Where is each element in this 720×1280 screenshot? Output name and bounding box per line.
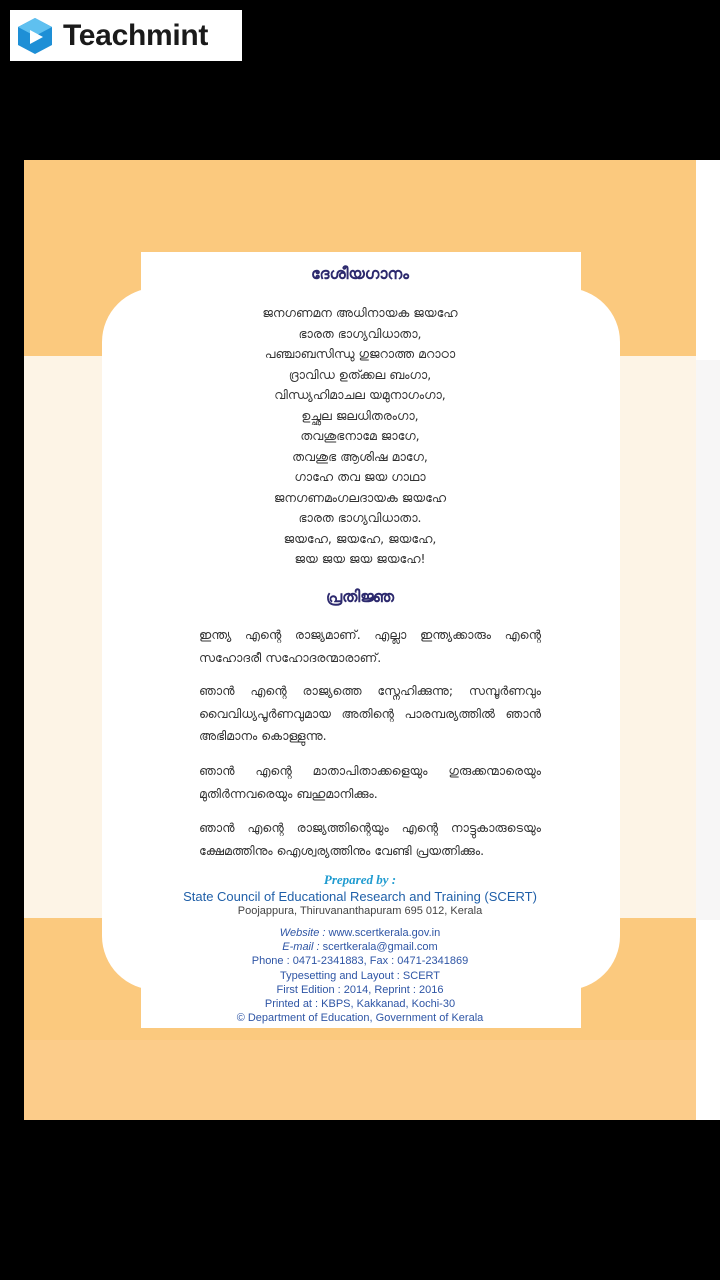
anthem-lines <box>24 303 696 570</box>
anthem-line: ജനഗണമംഗലദായക ജയഹേ <box>273 489 447 505</box>
printed-line: Printed at : KBPS, Kakkanad, Kochi-30 <box>264 997 456 1010</box>
anthem-line: ജയഹേ, ജയഹേ, ജയഹേ, <box>283 530 437 546</box>
pledge-paragraph: ഞാൻ എന്റെ രാജ്യത്തിന്റെയും എന്റെ നാട്ടുകാരുടെയും ക്ഷേമത്തിനും ഐശ്വര്യത്തിനും വേണ്ടി പ്രയത്നിക്കും. <box>199 820 541 858</box>
typesetting-line: Typesetting and Layout : SCERT <box>280 969 440 982</box>
organization-address: Poojappura, Thiruvananthapuram 695 012, Kerala <box>237 905 483 917</box>
prepared-by-label: Prepared by : <box>323 872 397 887</box>
anthem-line: ഉച്ഛല ജലധിതരംഗാ, <box>301 407 419 423</box>
anthem-line: ജനഗണമന അധിനായക ജയഹേ <box>262 305 458 320</box>
pledge-paragraph: ഞാൻ എന്റെ മാതാപിതാക്കളെയും ഗുരുക്കന്മാരെയും മുതിർന്നവരെയും ബഹുമാനിക്കും. <box>199 763 541 801</box>
imprint-info <box>24 926 696 1025</box>
anthem-line: പഞ്ചാബസിന്ധു ഗുജറാത്ത മറാഠാ <box>264 346 456 361</box>
anthem-line: ഗാഹേ തവ ജയ ഗാഥാ <box>294 469 426 484</box>
edition-line: First Edition : 2014, Reprint : 2016 <box>276 983 444 996</box>
email-label: E-mail : <box>282 941 320 954</box>
email-link[interactable]: scertkerala@gmail.com <box>322 941 438 954</box>
right-edge-strip <box>696 160 720 1120</box>
anthem-line: തവശുഭ ആശിഷ മാഗേ, <box>292 448 428 464</box>
website-link[interactable]: www.scertkerala.gov.in <box>328 927 441 939</box>
document-content <box>24 160 696 1120</box>
brand-name: Teachmint <box>63 18 209 52</box>
organization-name: State Council of Educational Research and Training (SCERT) <box>183 889 537 904</box>
anthem-line: തവശുഭനാമേ ജാഗേ, <box>300 428 420 443</box>
anthem-line: ഭാരത ഭാഗ്യവിധാതാ. <box>298 510 422 525</box>
teachmint-logo-icon <box>15 16 55 56</box>
anthem-line: ദ്രാവിഡ ഉത്ക്കല ബംഗാ, <box>288 366 432 382</box>
website-line <box>24 926 696 940</box>
anthem-line: ഭാരത ഭാഗ്യവിധാതാ, <box>298 325 422 341</box>
website-label: Website : <box>279 927 326 939</box>
pledge-paragraph: ഞാൻ എന്റെ രാജ്യത്തെ സ്നേഹിക്കുന്നു; സമ്പൂർണവും വൈവിധ്യപൂർണവുമായ അതിന്റെ പാരമ്പര്യത്തിൽ ഞാൻ അഭിമാനം കൊള്ളുന്നു. <box>199 683 541 743</box>
pledge-title: പ്രതിജ്ഞ <box>325 587 395 606</box>
phone-line: Phone : 0471-2341883, Fax : 0471-2341869 <box>251 955 469 968</box>
copyright-line: © Department of Education, Government of Kerala <box>236 1012 484 1025</box>
email-line <box>24 940 696 954</box>
anthem-title: ദേശീയഗാനം <box>311 264 409 283</box>
teachmint-logo[interactable] <box>10 10 242 61</box>
anthem-line: വിന്ധ്യഹിമാചല യമുനാഗംഗാ, <box>274 387 446 402</box>
anthem-line: ജയ ജയ ജയ ജയഹേ! <box>294 551 426 566</box>
pledge-paragraph: ഇന്ത്യ എന്റെ രാജ്യമാണ്. എല്ലാ ഇന്ത്യക്കാരും എന്റെ സഹോദരീ സഹോദരന്മാരാണ്. <box>199 627 541 665</box>
